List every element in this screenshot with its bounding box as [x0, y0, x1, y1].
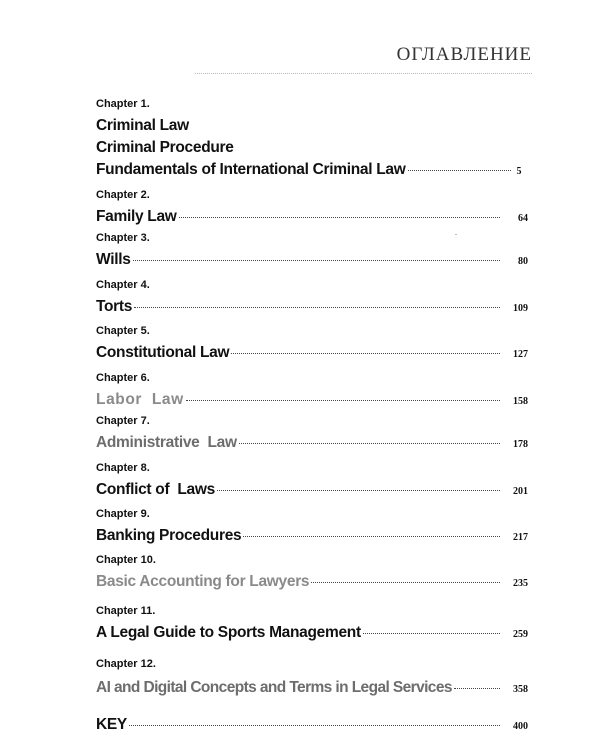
dot-leader	[129, 725, 500, 726]
page-number: 259	[513, 629, 528, 640]
page-number: 80	[518, 256, 528, 267]
dot-leader	[239, 443, 500, 444]
page-title: ОГЛАВЛЕНИЕ	[396, 44, 532, 65]
dot-leader	[134, 307, 500, 308]
chapter-label: Chapter 7.	[96, 415, 150, 427]
chapter-label: Chapter 6.	[96, 372, 150, 384]
dot-leader	[363, 633, 500, 634]
page-number: 109	[513, 303, 528, 314]
dot-leader	[454, 688, 500, 689]
key-title: KEY	[96, 716, 127, 733]
chapter-title-line: Criminal Procedure	[96, 139, 234, 156]
toc-entry-chapter-9[interactable]	[96, 508, 528, 547]
chapter-title-line: Constitutional Law	[96, 344, 230, 361]
page-number: 235	[513, 578, 528, 589]
toc-entry-chapter-2[interactable]	[96, 189, 528, 228]
dot-leader	[179, 217, 500, 218]
toc-entry-chapter-8[interactable]	[96, 462, 528, 501]
toc-entry-chapter-3[interactable]	[96, 232, 528, 271]
chapter-label: Chapter 9.	[96, 508, 150, 520]
page-number: 217	[513, 532, 528, 543]
page-number: 64	[518, 213, 528, 224]
chapter-label: Chapter 3.	[96, 232, 150, 244]
dot-leader	[186, 400, 500, 401]
toc-entry-chapter-1[interactable]	[96, 98, 528, 181]
chapter-title-line: Wills	[96, 251, 131, 268]
chapter-title-line: Basic Accounting for Lawyers	[96, 573, 310, 590]
chapter-label: Chapter 2.	[96, 189, 150, 201]
page-number: 358	[513, 684, 528, 695]
chapter-label: Chapter 11.	[96, 605, 156, 617]
dot-leader	[311, 582, 500, 583]
chapter-label: Chapter 8.	[96, 462, 150, 474]
toc-entry-chapter-5[interactable]	[96, 325, 528, 364]
chapter-title-line: Criminal Law	[96, 117, 189, 134]
toc-entry-chapter-10[interactable]	[96, 554, 528, 593]
chapter-title-line: Fundamentals of International Criminal Law	[96, 161, 406, 178]
chapter-title-line: Labor Law	[96, 391, 184, 408]
chapter-title-line: Conflict of Laws	[96, 481, 215, 498]
toc-entry-chapter-12[interactable]	[96, 658, 528, 699]
chapter-label: Chapter 1.	[96, 98, 150, 110]
page-number: 127	[513, 349, 528, 360]
dot-leader	[133, 260, 500, 261]
page-number: 5	[516, 166, 522, 177]
chapter-label: Chapter 12.	[96, 658, 156, 670]
page-number: 158	[513, 396, 528, 407]
toc-entry-chapter-11[interactable]	[96, 605, 528, 644]
dot-leader	[243, 536, 500, 537]
dot-leader	[217, 490, 500, 491]
page-number: 201	[513, 486, 528, 497]
page-number: 400	[513, 721, 528, 732]
chapter-label: Chapter 10.	[96, 554, 156, 566]
toc-entry-chapter-6[interactable]	[96, 372, 528, 411]
chapter-title-line: Torts	[96, 298, 133, 315]
chapter-title-line: Administrative Law	[96, 434, 237, 451]
chapter-title-line: Banking Procedures	[96, 527, 242, 544]
chapter-label: Chapter 4.	[96, 279, 150, 291]
page-number: 178	[513, 439, 528, 450]
chapter-label: Chapter 5.	[96, 325, 150, 337]
toc-entry-chapter-4[interactable]	[96, 279, 528, 318]
dot-leader	[408, 170, 511, 171]
toc-entry-chapter-7[interactable]	[96, 415, 528, 454]
dot-leader	[231, 353, 500, 354]
chapter-title-line: Family Law	[96, 208, 177, 225]
heading-divider	[195, 73, 532, 74]
chapter-title-line: A Legal Guide to Sports Management	[96, 624, 361, 641]
toc-entry-key[interactable]	[96, 714, 528, 736]
chapter-title-line: AI and Digital Concepts and Terms in Legal Services	[96, 679, 452, 696]
